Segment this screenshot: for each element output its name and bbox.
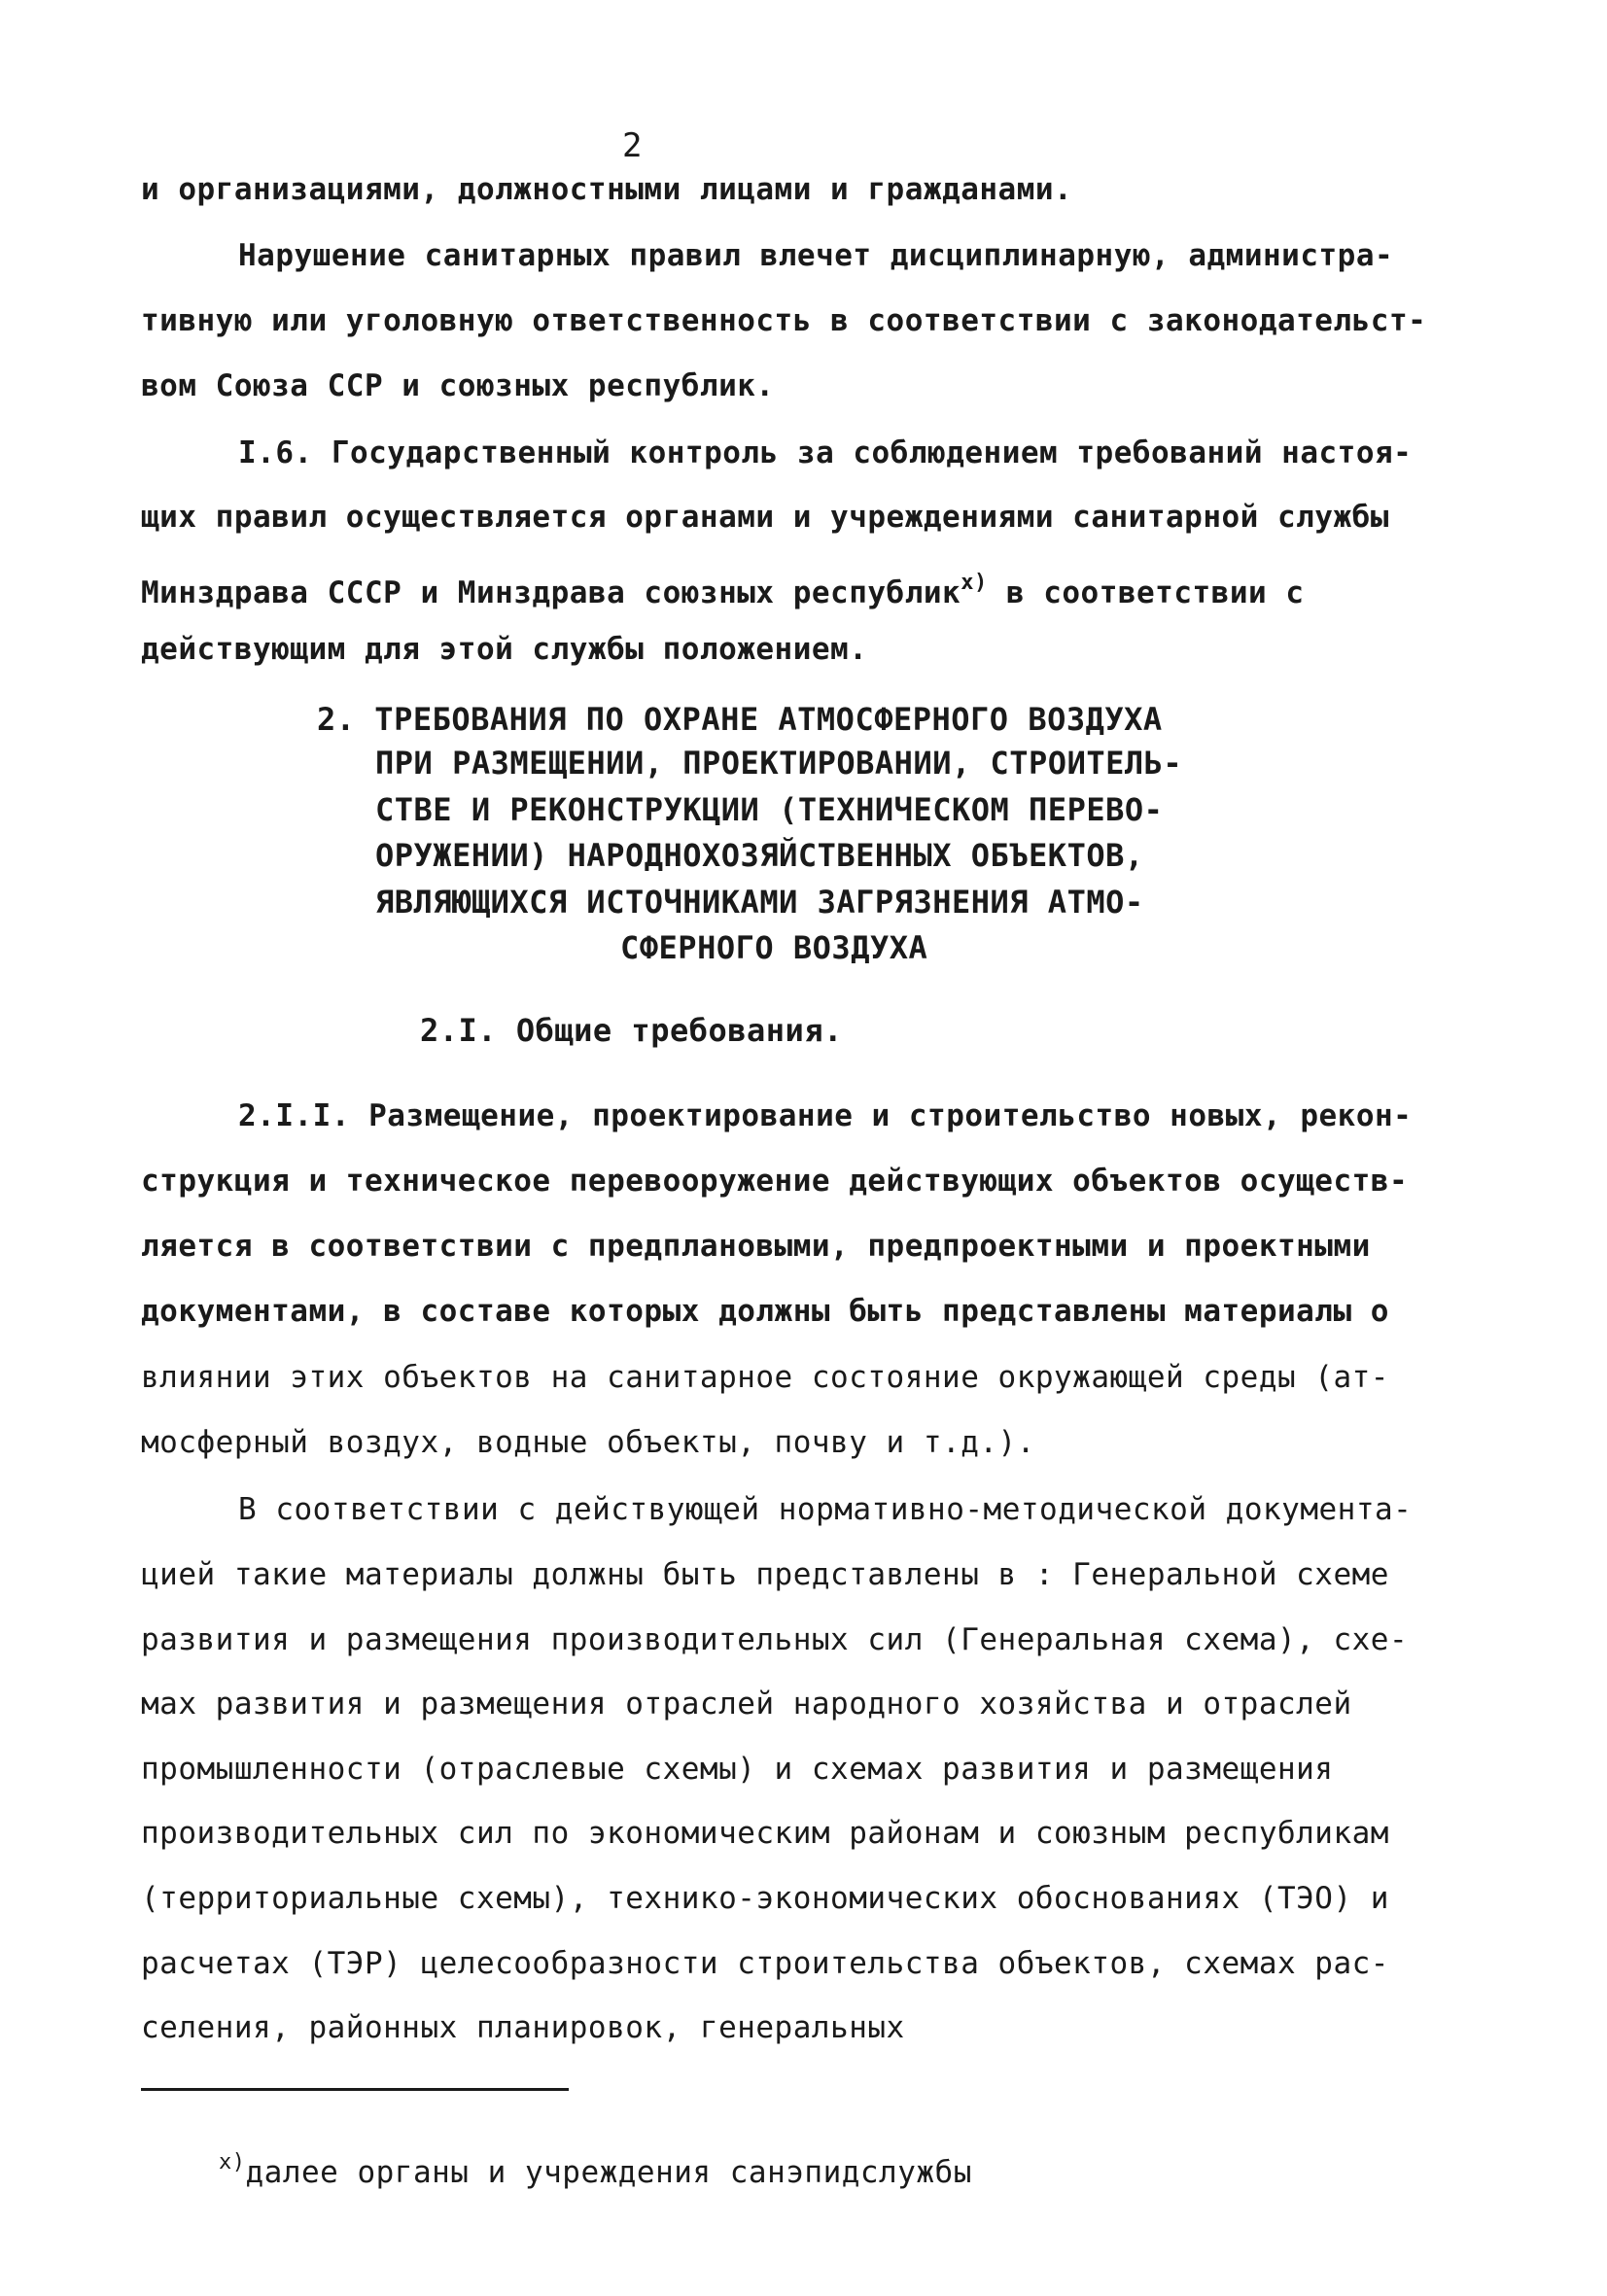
- text-line-with-footnote: [141, 564, 1502, 612]
- text-line: развития и размещения производительных сил (Генеральная схема), схе-: [141, 1622, 1409, 1657]
- text-line: документами, в составе которых должны быть представлены материалы о: [141, 1294, 1389, 1329]
- text-line: Нарушение санитарных правил влечет дисциплинарную, администра-: [238, 238, 1394, 273]
- text-line: щих правил осуществляется органами и учреждениями санитарной службы: [141, 500, 1389, 535]
- section-heading-line: ОРУЖЕНИИ) НАРОДНОХОЗЯЙСТВЕННЫХ ОБЪЕКТОВ,: [375, 837, 1144, 874]
- text-line: и организациями, должностными лицами и гражданами.: [141, 172, 1073, 207]
- footnote-text: далее органы и учреждения санэпидслужбы: [245, 2155, 972, 2190]
- section-heading-line: ПРИ РАЗМЕЩЕНИИ, ПРОЕКТИРОВАНИИ, СТРОИТЕЛЬ-: [375, 745, 1183, 782]
- text-line: тивную или уголовную ответственность в соответствии с законодательст-: [141, 303, 1427, 338]
- footnote-reference: x): [961, 571, 988, 595]
- text-line: В соответствии с действующей нормативно-методической документа-: [238, 1492, 1413, 1527]
- footnote: [219, 2143, 1580, 2192]
- text-line: действующим для этой службы положением.: [141, 632, 868, 667]
- text-line: влиянии этих объектов на санитарное состояние окружающей среды (ат-: [141, 1360, 1389, 1395]
- footnote-divider: [141, 2088, 569, 2091]
- text-line: селения, районных планировок, генеральных: [141, 2010, 905, 2045]
- text-line: вом Союза ССР и союзных республик.: [141, 368, 775, 403]
- section-heading-line: СФЕРНОГО ВОЗДУХА: [620, 929, 928, 966]
- subsection-heading: 2.I. Общие требования.: [420, 1012, 843, 1049]
- text-line: цией такие материалы должны быть представлены в : Генеральной схеме: [141, 1557, 1389, 1592]
- text-line: 2.I.I. Размещение, проектирование и строительство новых, рекон-: [238, 1098, 1413, 1133]
- text-line: струкция и техническое перевооружение действующих объектов осуществ-: [141, 1164, 1409, 1199]
- footnote-mark: x): [219, 2150, 246, 2174]
- text-fragment: в соответствии с: [1005, 575, 1305, 610]
- text-line: I.6. Государственный контроль за соблюдением требований настоя-: [238, 435, 1413, 470]
- text-line: мах развития и размещения отраслей народного хозяйства и отраслей: [141, 1687, 1352, 1722]
- text-line: (территориальные схемы), технико-экономических обоснованиях (ТЭО) и: [141, 1881, 1389, 1916]
- text-line: производительных сил по экономическим районам и союзным республикам: [141, 1816, 1389, 1851]
- section-heading-line: 2. ТРЕБОВАНИЯ ПО ОХРАНЕ АТМОСФЕРНОГО ВОЗДУХА: [317, 701, 1163, 738]
- text-fragment: Минздрава СССР и Минздрава союзных республик: [141, 575, 961, 610]
- text-line: ляется в соответствии с предплановыми, предпроектными и проектными: [141, 1229, 1371, 1264]
- text-line: промышленности (отраслевые схемы) и схемах развития и размещения: [141, 1752, 1334, 1787]
- section-heading-line: ЯВЛЯЮЩИХСЯ ИСТОЧНИКАМИ ЗАГРЯЗНЕНИЯ АТМО-: [375, 884, 1144, 921]
- page-number: 2: [622, 126, 643, 165]
- section-heading-line: СТВЕ И РЕКОНСТРУКЦИИ (ТЕХНИЧЕСКОМ ПЕРЕВО-: [375, 791, 1164, 828]
- text-line: расчетах (ТЭР) целесообразности строительства объектов, схемах рас-: [141, 1946, 1389, 1981]
- text-line: мосферный воздух, водные объекты, почву и т.д.).: [141, 1425, 1035, 1460]
